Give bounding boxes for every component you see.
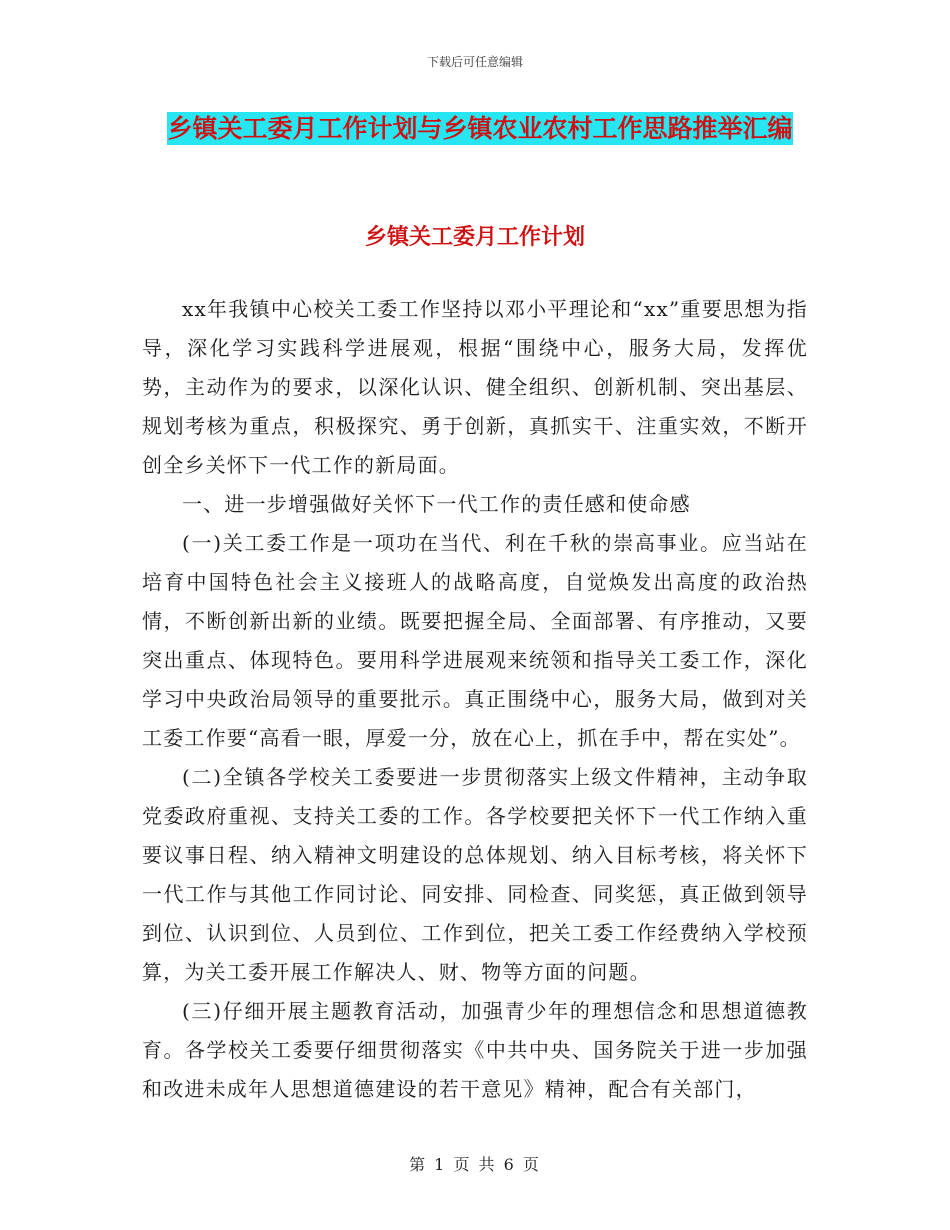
paragraph: (二)全镇各学校关工委要进一步贯彻落实上级文件精神，主动争取党委政府重视、支持关工委的工作。各学校要把关怀下一代工作纳入重要议事日程、纳入精神文明建设的总体规划、纳入目标考核，将关怀下一代工作与其他工作同讨论、同安排、同检查、同奖惩，真正做到领导到位、认识到位、人员到位、工作到位，把关工委工作经费纳入学校预算，为关工委开展工作解决人、财、物等方面的问题。 (142, 765, 808, 984)
document-title (150, 106, 810, 152)
body-text (142, 290, 808, 1109)
paragraph: (一)关工委工作是一项功在当代、利在千秋的崇高事业。应当站在培育中国特色社会主义接班人的战略高度，自觉焕发出高度的政治热情，不断创新出新的业绩。既要把握全局、全面部署、有序推动，又要突出重点、体现特色。要用科学进展观来统领和指导关工委工作，深化学习中央政治局领导的重要批示。真正围绕中心，服务大局，做到对关工委工作要“高看一眼，厚爱一分，放在心上，抓在手中，帮在实处”。 (142, 531, 808, 750)
page-number: 第 1 页 共 6 页 (409, 1155, 541, 1174)
document-title-text: 乡镇关工委月工作计划与乡镇农业农村工作思路推举汇编 (167, 114, 793, 143)
paragraph: xx年我镇中心校关工委工作坚持以邓小平理论和“xx”重要思想为指导，深化学习实践科学进展观，根据“围绕中心，服务大局，发挥优势，主动作为的要求，以深化认识、健全组织、创新机制、突出基层、规划考核为重点，积极探究、勇于创新，真抓实干、注重实效，不断开创全乡关怀下一代工作的新局面。 (142, 297, 808, 477)
paragraph: (三)仔细开展主题教育活动，加强青少年的理想信念和思想道德教育。各学校关工委要仔细贯彻落实《中共中央、国务院关于进一步加强和改进未成年人思想道德建设的若干意见》精神，配合有关部门， (142, 999, 808, 1101)
section-title: 乡镇关工委月工作计划 (364, 225, 585, 250)
header-note: 下载后可任意编辑 (426, 55, 523, 69)
paragraph-heading: 一、进一步增强做好关怀下一代工作的责任感和使命感 (182, 492, 691, 516)
